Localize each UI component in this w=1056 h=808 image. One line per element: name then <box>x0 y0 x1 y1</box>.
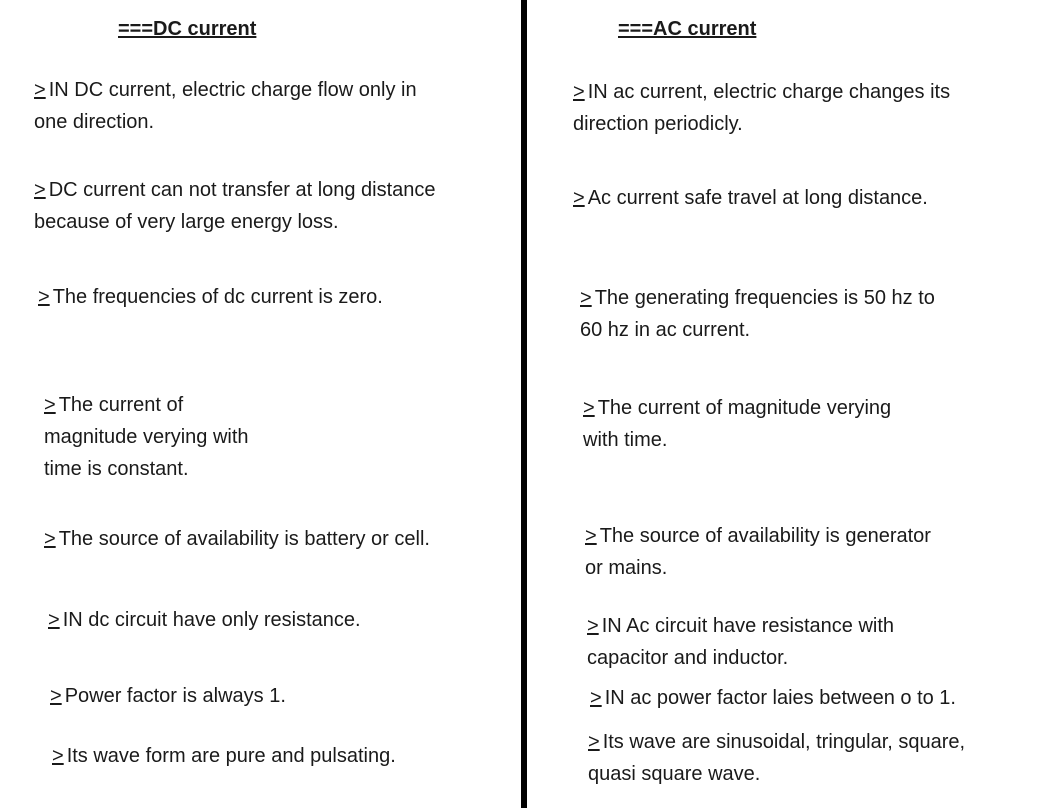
point-line <box>44 421 249 453</box>
point-text: Its wave form are pure and pulsating. <box>66 745 396 767</box>
point-line <box>580 282 935 314</box>
point-line <box>585 552 931 584</box>
point-text: because of very large energy loss. <box>34 211 339 233</box>
point-text: with time. <box>583 429 668 451</box>
point-text: IN DC current, electric charge flow only in <box>48 79 417 101</box>
bullet-icon: > <box>48 609 60 631</box>
point-line <box>34 74 417 106</box>
bullet-icon: > <box>590 687 602 709</box>
bullet-icon: > <box>573 81 585 103</box>
dc-point <box>44 389 249 485</box>
point-text: quasi square wave. <box>588 763 761 785</box>
dc-point <box>34 74 417 138</box>
point-text: IN Ac circuit have resistance with <box>601 615 895 637</box>
bullet-icon: > <box>573 187 585 209</box>
point-line <box>583 392 891 424</box>
point-text: The current of <box>58 394 184 416</box>
point-line <box>44 389 249 421</box>
point-line <box>573 108 950 140</box>
point-text: The generating frequencies is 50 hz to <box>594 287 935 309</box>
bullet-icon: > <box>580 287 592 309</box>
point-text: The source of availability is generator <box>599 525 931 547</box>
point-line <box>34 206 436 238</box>
point-text: 60 hz in ac current. <box>580 319 751 341</box>
point-text: IN ac power factor laies between o to 1. <box>604 687 956 709</box>
point-line <box>34 106 417 138</box>
bullet-icon: > <box>44 528 56 550</box>
point-line <box>48 604 361 636</box>
point-line <box>573 76 950 108</box>
ac-point <box>588 726 965 790</box>
ac-point <box>583 392 891 456</box>
point-line <box>34 174 436 206</box>
bullet-icon: > <box>44 394 56 416</box>
point-line <box>585 520 931 552</box>
point-text: Its wave are sinusoidal, tringular, square, <box>602 731 966 753</box>
dc-point <box>34 174 436 238</box>
point-text: DC current can not transfer at long distance <box>48 179 436 201</box>
ac-point <box>590 682 956 714</box>
ac-point <box>573 182 928 214</box>
point-line <box>50 680 286 712</box>
bullet-icon: > <box>587 615 599 637</box>
point-text: The frequencies of dc current is zero. <box>52 286 383 308</box>
point-line <box>588 758 965 790</box>
ac-point <box>585 520 931 584</box>
point-text: capacitor and inductor. <box>587 647 789 669</box>
point-line <box>580 314 935 346</box>
dc-point <box>38 281 383 313</box>
point-text: The current of magnitude verying <box>597 397 892 419</box>
dc-title: ===DC current <box>118 18 257 40</box>
bullet-icon: > <box>588 731 600 753</box>
point-text: Ac current safe travel at long distance. <box>587 187 928 209</box>
dc-point <box>44 523 430 555</box>
point-line <box>44 523 430 555</box>
point-line <box>44 453 249 485</box>
dc-point <box>48 604 361 636</box>
bullet-icon: > <box>38 286 50 308</box>
point-text: direction periodicly. <box>573 113 743 135</box>
point-text: IN ac current, electric charge changes its <box>587 81 951 103</box>
dc-point <box>52 740 396 772</box>
bullet-icon: > <box>52 745 64 767</box>
bullet-icon: > <box>585 525 597 547</box>
point-text: time is constant. <box>44 458 189 480</box>
point-line <box>588 726 965 758</box>
ac-point <box>580 282 935 346</box>
point-line <box>38 281 383 313</box>
point-text: Power factor is always 1. <box>64 685 286 707</box>
point-line <box>52 740 396 772</box>
point-line <box>587 642 894 674</box>
point-line <box>573 182 928 214</box>
bullet-icon: > <box>50 685 62 707</box>
column-divider <box>521 0 527 808</box>
ac-title: ===AC current <box>618 18 757 40</box>
dc-point <box>50 680 286 712</box>
point-line <box>583 424 891 456</box>
bullet-icon: > <box>583 397 595 419</box>
ac-point <box>587 610 894 674</box>
ac-point <box>573 76 950 140</box>
bullet-icon: > <box>34 179 46 201</box>
point-text: IN dc circuit have only resistance. <box>62 609 361 631</box>
point-line <box>590 682 956 714</box>
bullet-icon: > <box>34 79 46 101</box>
point-text: one direction. <box>34 111 155 133</box>
point-line <box>587 610 894 642</box>
point-text: magnitude verying with <box>44 426 249 448</box>
point-text: The source of availability is battery or cell. <box>58 528 430 550</box>
point-text: or mains. <box>585 557 668 579</box>
